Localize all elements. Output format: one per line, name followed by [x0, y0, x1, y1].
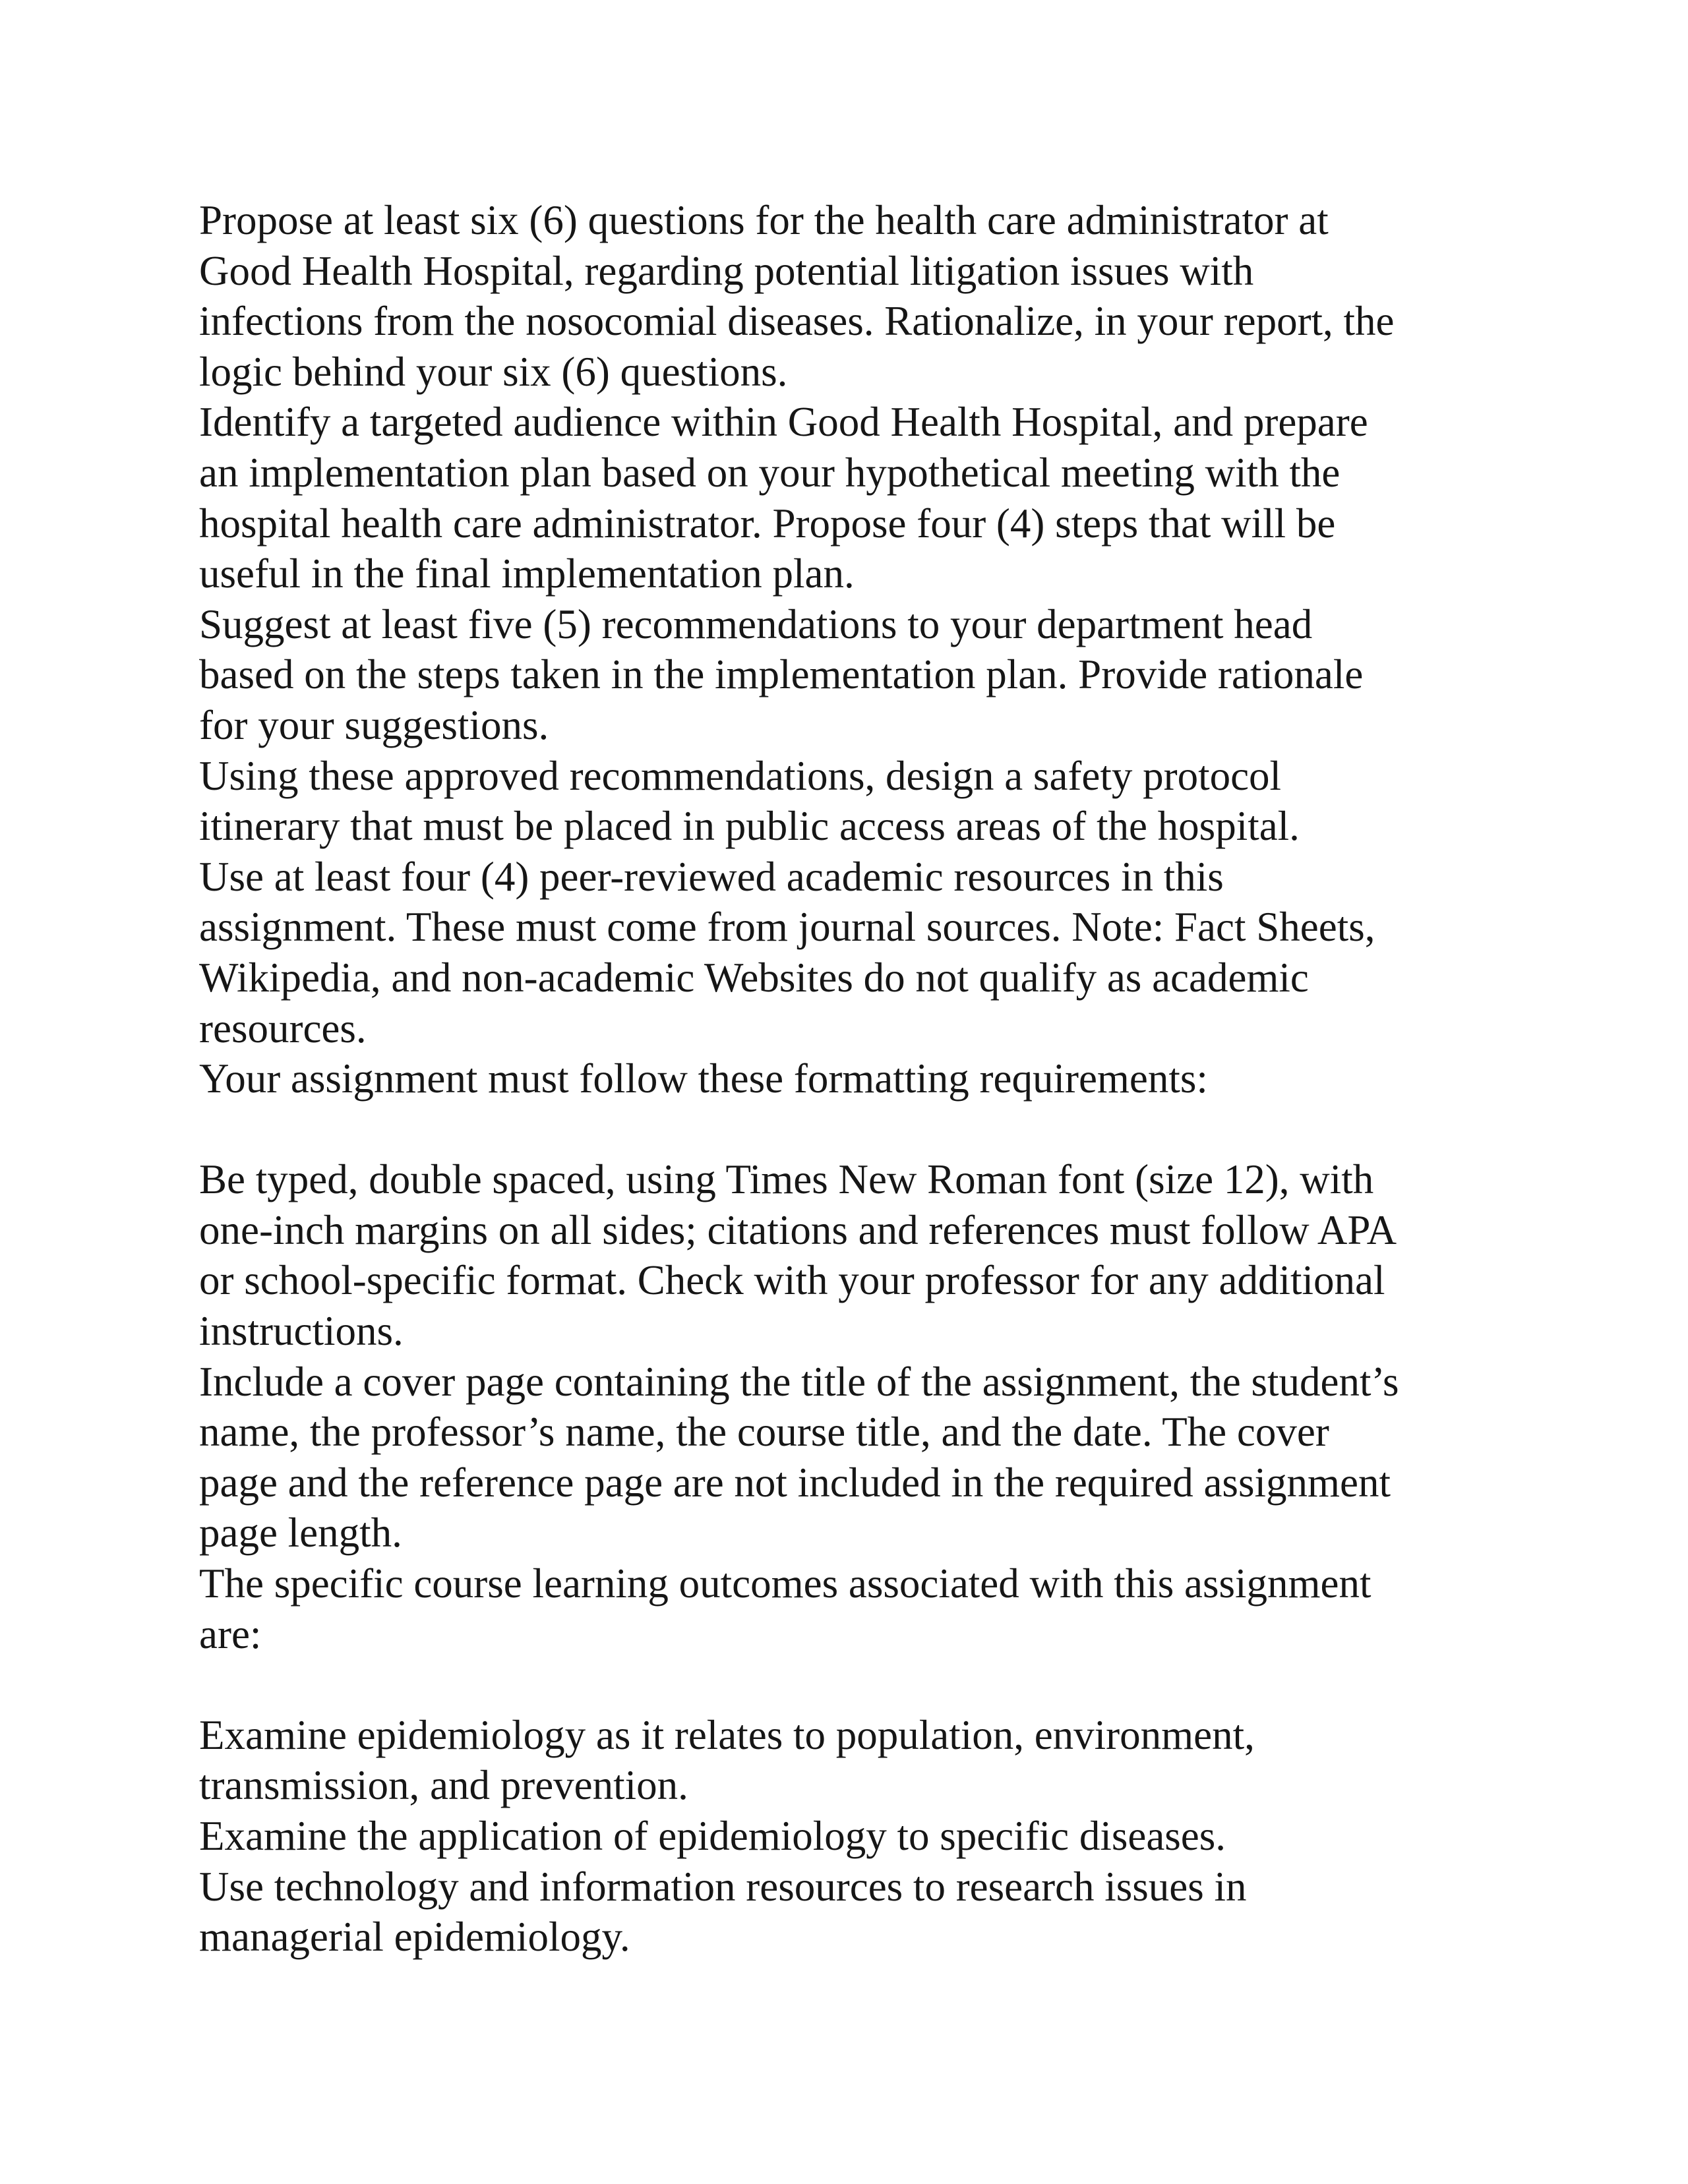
- text-line: itinerary that must be placed in public access areas of the hospital.: [199, 803, 1300, 850]
- text-line: Wikipedia, and non-academic Websites do not qualify as academic: [199, 954, 1309, 1001]
- text-line: Examine the application of epidemiology to specific diseases.: [199, 1813, 1226, 1859]
- text-line: useful in the final implementation plan.: [199, 550, 855, 597]
- text-line: Propose at least six (6) questions for the health care administrator at: [199, 197, 1329, 243]
- text-line: based on the steps taken in the implementation plan. Provide rationale: [199, 651, 1364, 698]
- text-line: Using these approved recommendations, design a safety protocol: [199, 752, 1282, 799]
- text-line: an implementation plan based on your hypothetical meeting with the: [199, 449, 1341, 496]
- text-line: Identify a targeted audience within Good Health Hospital, and prepare: [199, 399, 1368, 446]
- text-line: transmission, and prevention.: [199, 1762, 688, 1809]
- text-line: hospital health care administrator. Propose four (4) steps that will be: [199, 500, 1336, 546]
- text-line: are:: [199, 1610, 262, 1657]
- text-line: The specific course learning outcomes associated with this assignment: [199, 1560, 1372, 1607]
- text-line: assignment. These must come from journal sources. Note: Fact Sheets,: [199, 904, 1375, 951]
- text-line: Use technology and information resources to research issues in: [199, 1863, 1247, 1910]
- text-line: Suggest at least five (5) recommendations to your department head: [199, 601, 1313, 647]
- text-line: Good Health Hospital, regarding potential litigation issues with: [199, 247, 1254, 294]
- text-line: page and the reference page are not included in the required assignment: [199, 1459, 1391, 1506]
- text-line: Include a cover page containing the title of the assignment, the student’s: [199, 1358, 1399, 1405]
- text-line: Use at least four (4) peer-reviewed academic resources in this: [199, 853, 1224, 900]
- blank-line: [199, 1104, 1518, 1155]
- text-line: or school-specific format. Check with your professor for any additional: [199, 1257, 1385, 1304]
- text-line: logic behind your six (6) questions.: [199, 348, 788, 395]
- text-line: resources.: [199, 1005, 367, 1051]
- text-line: for your suggestions.: [199, 701, 549, 748]
- text-line: Your assignment must follow these formatting requirements:: [199, 1055, 1208, 1102]
- text-line: managerial epidemiology.: [199, 1914, 630, 1961]
- text-line: instructions.: [199, 1308, 404, 1355]
- text-line: name, the professor’s name, the course title, and the date. The cover: [199, 1409, 1329, 1456]
- text-line: Be typed, double spaced, using Times New Roman font (size 12), with: [199, 1156, 1374, 1203]
- text-line: one-inch margins on all sides; citations and references must follow APA: [199, 1206, 1397, 1253]
- text-line: infections from the nosocomial diseases. Rationalize, in your report, the: [199, 298, 1395, 345]
- text-line: page length.: [199, 1510, 402, 1556]
- blank-line: [199, 1659, 1518, 1710]
- text-line: Examine epidemiology as it relates to population, environment,: [199, 1711, 1255, 1758]
- document-body: [199, 195, 1518, 1963]
